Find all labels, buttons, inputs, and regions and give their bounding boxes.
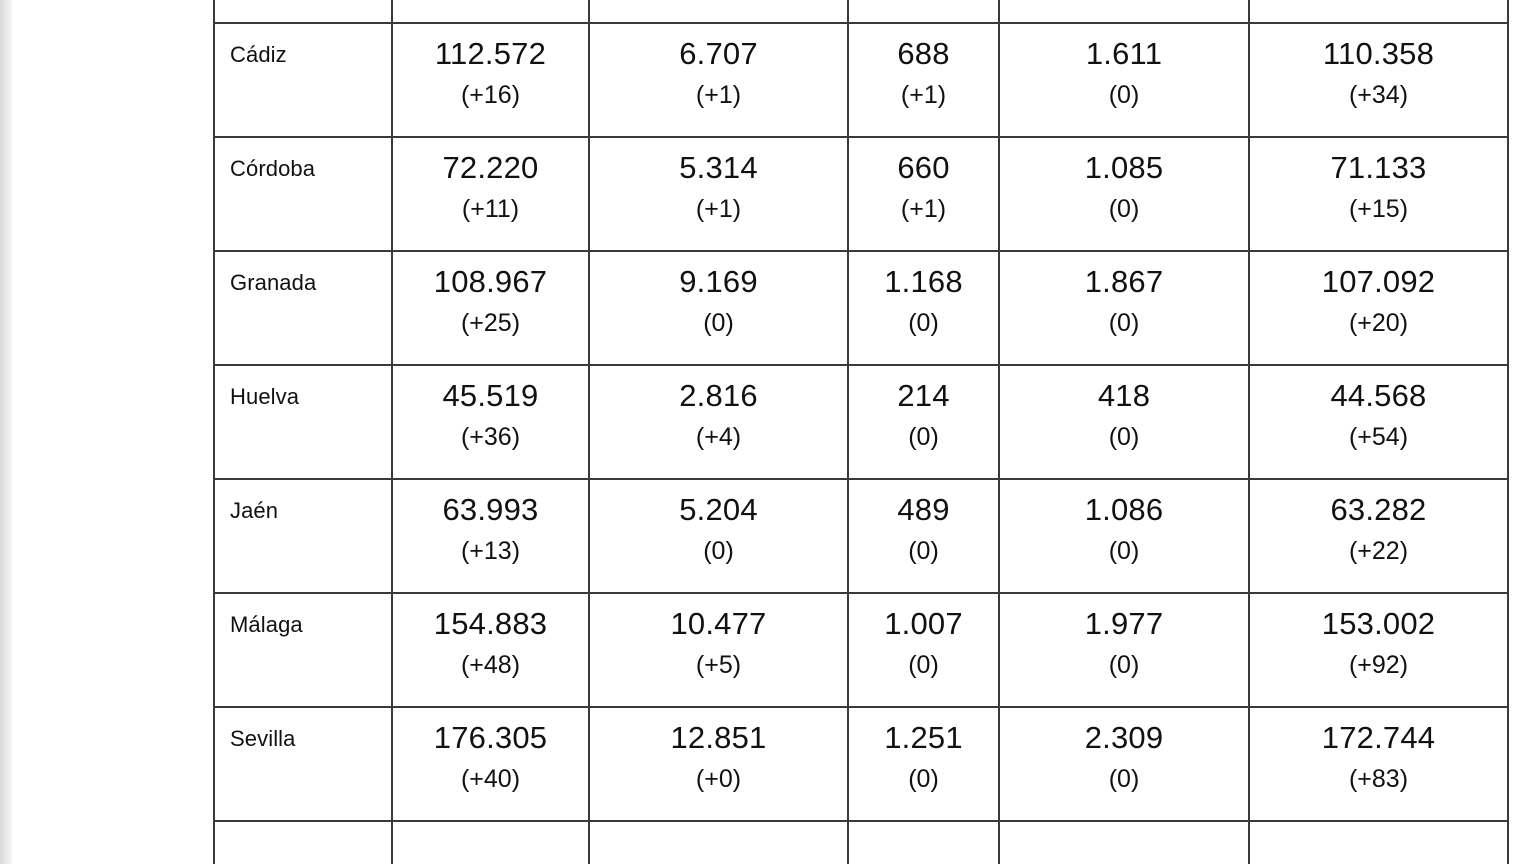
- cell-daily-change: (+1): [900, 195, 947, 223]
- cell-daily-change: (0): [908, 651, 939, 679]
- province-cell: [214, 0, 392, 23]
- data-cell: [392, 137, 589, 251]
- data-cell: [392, 0, 589, 23]
- province-cell: [214, 23, 392, 137]
- province-cell: [214, 821, 392, 864]
- cell-total-value: 489: [897, 492, 950, 527]
- data-cell: [999, 137, 1249, 251]
- data-cell: [999, 707, 1249, 821]
- province-name: Cádiz: [230, 42, 287, 67]
- cell-total-value: 176.305: [433, 720, 548, 755]
- cell-total-value: 1.007: [884, 606, 963, 641]
- cell-daily-change: (+13): [460, 537, 521, 565]
- data-cell: [1249, 593, 1508, 707]
- cell-daily-change: (+48): [460, 651, 521, 679]
- data-cell: [999, 251, 1249, 365]
- cell-total-value: 72.220: [442, 150, 539, 185]
- data-cell: [848, 479, 999, 593]
- data-cell: [1249, 479, 1508, 593]
- data-cell: [848, 821, 999, 864]
- data-cell: [999, 0, 1249, 23]
- data-cell: [848, 365, 999, 479]
- cell-daily-change: (0): [1108, 195, 1140, 223]
- data-cell: [392, 707, 589, 821]
- cell-daily-change: (+15): [1348, 195, 1409, 223]
- cell-daily-change: (0): [703, 537, 734, 565]
- data-cell: [1249, 821, 1508, 864]
- cell-total-value: 108.967: [433, 264, 548, 299]
- cell-total-value: 1.085: [1084, 150, 1164, 185]
- cell-daily-change: (+16): [460, 81, 521, 109]
- cell-daily-change: (0): [1108, 651, 1140, 679]
- data-cell: [392, 251, 589, 365]
- cell-daily-change: (+36): [460, 423, 521, 451]
- cell-total-value: 1.611: [1085, 36, 1163, 71]
- cell-total-value: 153.002: [1321, 606, 1436, 641]
- data-cell: [589, 0, 848, 23]
- province-name: [215, 822, 391, 840]
- cell-total-value: 172.744: [1321, 720, 1436, 755]
- table-body: [214, 0, 1508, 864]
- province-cell: [214, 479, 392, 593]
- cell-total-value: 660: [897, 150, 950, 185]
- cell-daily-change: (+1): [695, 195, 742, 223]
- table-row: [214, 0, 1508, 23]
- data-cell: [392, 365, 589, 479]
- cell-daily-change: (0): [908, 423, 939, 451]
- data-cell: [1249, 0, 1508, 23]
- cell-daily-change: (+25): [460, 309, 521, 337]
- cell-total-value: 10.477: [670, 606, 767, 641]
- data-cell: [999, 23, 1249, 137]
- province-cell: [214, 137, 392, 251]
- cell-daily-change: (+83): [1348, 765, 1409, 793]
- table-row: [214, 137, 1508, 251]
- cell-total-value: 5.314: [679, 150, 758, 185]
- document-page: [12, 0, 1536, 864]
- data-cell: [999, 821, 1249, 864]
- cell-total-value: 107.092: [1321, 264, 1436, 299]
- cell-daily-change: (0): [703, 309, 734, 337]
- data-cell: [999, 365, 1249, 479]
- data-cell: [1249, 251, 1508, 365]
- data-cell: [589, 137, 848, 251]
- table-row: [214, 821, 1508, 864]
- cell-total-value: 45.519: [442, 378, 539, 413]
- data-cell: [589, 479, 848, 593]
- cell-daily-change: (+5): [695, 651, 742, 679]
- cell-total-value: 1.086: [1084, 492, 1164, 527]
- province-name: Sevilla: [230, 726, 296, 751]
- cell-daily-change: (+34): [1348, 81, 1409, 109]
- data-cell: [589, 365, 848, 479]
- cell-daily-change: (+1): [695, 81, 742, 109]
- province-cell: [214, 365, 392, 479]
- cell-daily-change: (0): [1108, 309, 1140, 337]
- data-cell: [392, 23, 589, 137]
- province-name: Córdoba: [230, 156, 316, 181]
- data-cell: [392, 479, 589, 593]
- cell-total-value: 2.816: [679, 378, 758, 413]
- cell-total-value: 110.358: [1322, 36, 1435, 71]
- cell-daily-change: (0): [908, 765, 939, 793]
- cell-total-value: 6.707: [679, 36, 758, 71]
- cell-daily-change: (0): [908, 537, 939, 565]
- data-cell: [848, 251, 999, 365]
- table-row: [214, 251, 1508, 365]
- cell-total-value: 63.282: [1330, 492, 1427, 527]
- data-cell: [589, 821, 848, 864]
- cell-total-value: 154.883: [433, 606, 548, 641]
- province-name: Granada: [230, 270, 317, 295]
- data-cell: [848, 0, 999, 23]
- cell-daily-change: (+0): [695, 765, 742, 793]
- cell-total-value: 2.309: [1084, 720, 1164, 755]
- province-name: Huelva: [230, 384, 300, 409]
- cell-total-value: 63.993: [442, 492, 539, 527]
- data-cell: [999, 593, 1249, 707]
- cell-total-value: 1.977: [1084, 606, 1164, 641]
- table-row: [214, 23, 1508, 137]
- province-data-table: [213, 0, 1509, 864]
- cell-total-value: 71.133: [1330, 150, 1427, 185]
- cell-total-value: 5.204: [679, 492, 758, 527]
- data-cell: [392, 821, 589, 864]
- table-row: [214, 479, 1508, 593]
- cell-total-value: 418: [1097, 378, 1151, 413]
- data-cell: [589, 707, 848, 821]
- cell-daily-change: (+54): [1348, 423, 1409, 451]
- data-cell: [848, 23, 999, 137]
- data-cell: [1249, 365, 1508, 479]
- cell-total-value: 214: [897, 378, 950, 413]
- province-cell: [214, 251, 392, 365]
- viewer-left-margin: [0, 0, 12, 864]
- cell-total-value: 1.251: [884, 720, 963, 755]
- cell-total-value: 12.851: [670, 720, 767, 755]
- cell-daily-change: (0): [1108, 423, 1140, 451]
- cell-daily-change: (+22): [1348, 537, 1409, 565]
- cell-total-value: 112.572: [434, 36, 547, 71]
- cell-daily-change: (+92): [1348, 651, 1409, 679]
- table-row: [214, 593, 1508, 707]
- data-cell: [848, 593, 999, 707]
- province-cell: [214, 593, 392, 707]
- cell-daily-change: (+1): [900, 81, 947, 109]
- province-name: Málaga: [230, 612, 303, 637]
- cell-daily-change: (0): [1108, 537, 1140, 565]
- cell-total-value: 9.169: [679, 264, 758, 299]
- province-name: Jaén: [230, 498, 279, 523]
- cell-daily-change: (+11): [461, 195, 520, 223]
- data-cell: [848, 137, 999, 251]
- cell-daily-change: (+20): [1348, 309, 1409, 337]
- cell-total-value: 688: [897, 36, 950, 71]
- province-cell: [214, 707, 392, 821]
- cell-daily-change: (0): [1108, 765, 1140, 793]
- data-cell: [1249, 707, 1508, 821]
- cell-daily-change: (0): [1108, 81, 1140, 109]
- cell-total-value: 1.867: [1084, 264, 1164, 299]
- cell-daily-change: (+4): [695, 423, 742, 451]
- cell-daily-change: (0): [908, 309, 939, 337]
- data-cell: [392, 593, 589, 707]
- cell-daily-change: (+40): [460, 765, 521, 793]
- data-cell: [999, 479, 1249, 593]
- data-cell: [1249, 137, 1508, 251]
- data-cell: [589, 23, 848, 137]
- data-cell: [589, 251, 848, 365]
- table-row: [214, 365, 1508, 479]
- data-cell: [1249, 23, 1508, 137]
- cell-total-value: 44.568: [1330, 378, 1427, 413]
- data-cell: [848, 707, 999, 821]
- data-cell: [589, 593, 848, 707]
- cell-total-value: 1.168: [884, 264, 963, 299]
- table-row: [214, 707, 1508, 821]
